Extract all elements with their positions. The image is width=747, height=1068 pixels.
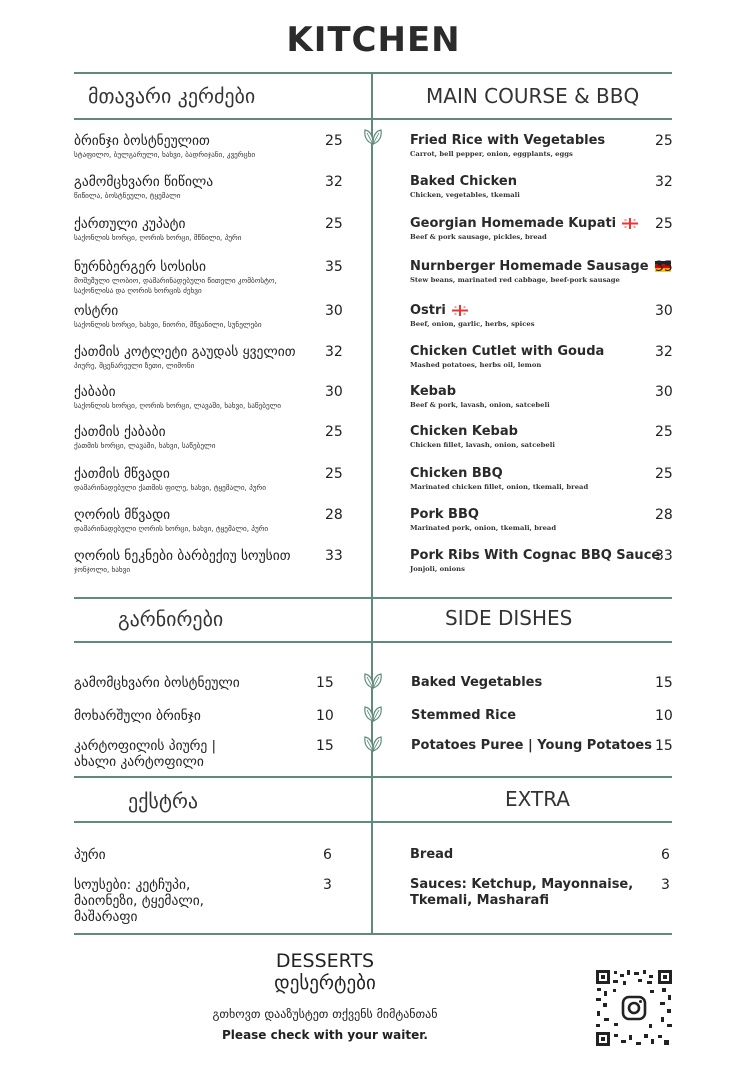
item-price: 30 — [325, 303, 343, 319]
item-price: 10 — [316, 708, 334, 724]
menu-item-en — [410, 303, 535, 329]
item-name: ქათმის კოტლეტი გაუდას ყველით — [74, 344, 296, 360]
item-name: Kebab — [410, 384, 457, 399]
item-price: 25 — [655, 133, 673, 149]
item-name: გამომცხვარი ბოსტნეული — [74, 675, 240, 691]
item-name: ქათმის ქაბაბი — [74, 424, 166, 440]
item-description: Chicken, vegetables, tkemali — [410, 191, 520, 199]
divider — [74, 597, 672, 599]
item-description: საქონლის ხორცი, ღორის ხორცი, ლავაში, ხახვი, საწებელი — [74, 401, 282, 410]
item-price: 32 — [325, 174, 343, 190]
item-description: საქონლის ხორცი, ღორის ხორცი, მწნილი, პური — [74, 233, 242, 242]
side-item-ka — [74, 708, 201, 724]
item-name: Sauces: Ketchup, Mayonnaise, — [410, 877, 634, 892]
extra-item-ka — [74, 847, 106, 863]
extra-item-en — [410, 847, 453, 863]
sides-heading-en: SIDE DISHES — [445, 606, 573, 630]
item-name-row — [410, 344, 604, 360]
item-description: Carrot, bell pepper, onion, eggplants, eggs — [410, 150, 573, 158]
item-name-row — [410, 303, 535, 319]
menu-item-ka — [74, 303, 262, 329]
item-description: Mashed potatoes, herbs oil, lemon — [410, 361, 542, 369]
menu-item-ka — [74, 466, 266, 492]
item-description: ჯონჯოლი, ხახვი — [74, 565, 131, 574]
divider — [74, 933, 672, 935]
desserts-heading-ka: დესერტები — [274, 972, 376, 994]
item-name: ღორის ნეკნები ბარბექიუ სოუსით — [74, 548, 291, 564]
item-description: Beef & pork, lavash, onion, satcebeli — [410, 401, 550, 409]
item-name: Stemmed Rice — [411, 708, 517, 723]
item-price: 15 — [655, 738, 673, 754]
item-price: 30 — [655, 303, 673, 319]
item-description: Marinated chicken fillet, onion, tkemali, bread — [410, 483, 589, 491]
item-description: ქათმის ხორცი, ლავაში, ხახვი, საწებელი — [74, 441, 216, 450]
item-price: 10 — [655, 708, 673, 724]
item-name-row — [410, 507, 556, 523]
item-price: 25 — [655, 466, 673, 482]
item-name: ღორის მწვადი — [74, 507, 171, 523]
item-price: 15 — [655, 675, 673, 691]
item-name: Chicken Kebab — [410, 424, 518, 439]
item-price: 30 — [655, 384, 673, 400]
sides-heading-ka: გარნირები — [118, 607, 224, 631]
desserts-heading-en: DESSERTS — [275, 950, 375, 972]
item-name-row — [410, 466, 588, 482]
extra-heading-en: EXTRA — [505, 787, 570, 811]
item-name-row — [410, 174, 520, 190]
item-name: Ostri — [410, 303, 446, 318]
menu-item-ka — [74, 507, 268, 533]
divider — [74, 776, 672, 778]
menu-item-en — [410, 344, 604, 370]
extra-item-en — [410, 877, 633, 909]
item-description: პიურე, მცენარეული ზეთი, ლიმონი — [74, 361, 195, 370]
main-heading-en: MAIN COURSE & BBQ — [426, 84, 640, 108]
menu-item-en — [410, 466, 588, 492]
item-name-row — [410, 384, 550, 400]
item-name: მაიონეზი, ტყემალი, — [74, 893, 204, 909]
menu-item-ka — [74, 384, 281, 410]
item-description: Beef, onion, garlic, herbs, spices — [410, 320, 535, 328]
item-name: პური — [74, 847, 106, 863]
item-description: საქონლისა და ღორის ხორცის ძეხვი — [74, 286, 202, 295]
item-price: 30 — [325, 384, 343, 400]
item-name: Tkemali, Masharafi — [410, 893, 549, 908]
menu-title: KITCHEN — [286, 20, 461, 60]
item-price: 15 — [316, 738, 334, 754]
menu-item-ka — [74, 344, 296, 370]
item-price: 6 — [661, 847, 670, 863]
divider — [74, 821, 672, 823]
item-name: Baked Chicken — [410, 174, 517, 189]
menu-item-en — [410, 507, 556, 533]
menu-item-ka — [74, 424, 215, 450]
item-name: Bread — [410, 847, 454, 862]
item-price: 3 — [661, 877, 670, 893]
item-price: 25 — [325, 424, 343, 440]
item-price: 25 — [325, 466, 343, 482]
item-name: ქაბაბი — [74, 384, 116, 400]
item-name-row — [410, 548, 660, 564]
side-item-en — [411, 675, 542, 691]
divider — [74, 72, 672, 74]
item-description: წიწილა, ბოსტნეული, ტყემალი — [74, 191, 181, 200]
side-item-ka — [74, 738, 216, 770]
column-divider — [371, 776, 373, 934]
menu-item-ka — [74, 259, 277, 295]
item-name: სოუსები: კეტჩუპი, — [74, 877, 191, 893]
side-item-en — [411, 738, 652, 754]
item-description: Chicken fillet, lavash, onion, satcebeli — [410, 441, 555, 449]
leaf-icon — [361, 126, 385, 146]
item-description: დამარინადებული ქათმის ფილე, ხახვი, ტყემალი, პური — [74, 483, 266, 492]
divider — [74, 118, 672, 120]
menu-item-en — [410, 424, 555, 450]
menu-item-ka — [74, 548, 291, 574]
item-name: Georgian Homemade Kupati — [410, 216, 617, 231]
item-name: ოსტრი — [74, 303, 119, 319]
divider — [74, 641, 672, 643]
item-name: Nurnberger Homemade Sausage — [410, 259, 649, 274]
column-divider — [371, 72, 373, 598]
side-item-en — [411, 708, 516, 724]
georgia-flag-icon — [622, 218, 638, 229]
item-name: Fried Rice with Vegetables — [410, 133, 606, 148]
item-name: გამომცხვარი წიწილა — [74, 174, 214, 190]
desserts-note-ka: გთხოვთ დააზუსტეთ თქვენს მიმტანთან — [212, 1007, 438, 1021]
menu-item-en — [410, 259, 671, 285]
item-price: 28 — [325, 507, 343, 523]
item-price: 32 — [655, 174, 673, 190]
extra-heading-ka: ექსტრა — [128, 789, 199, 813]
leaf-icon — [361, 703, 385, 723]
menu-item-en — [410, 548, 660, 574]
item-name: ქათმის მწვადი — [74, 466, 170, 482]
item-description: საქონლის ხორცი, ხახვი, ნიორი, მწვანილი, სუნელები — [74, 320, 262, 329]
menu-item-en — [410, 133, 605, 159]
menu-item-ka — [74, 216, 241, 242]
item-price: 33 — [325, 548, 343, 564]
item-description: Jonjoli, onions — [410, 565, 465, 573]
item-price: 32 — [655, 344, 673, 360]
item-name: Potatoes Puree | Young Potatoes — [411, 738, 652, 753]
leaf-icon — [361, 670, 385, 690]
qr-code-icon[interactable] — [594, 968, 674, 1048]
item-price: 25 — [325, 216, 343, 232]
item-name-row — [410, 259, 671, 275]
item-description: სტაფილო, ბულგარული, ხახვი, ბადრიჯანი, კვერცხი — [74, 150, 256, 159]
item-name-row — [410, 424, 555, 440]
main-heading-ka: მთავარი კერძები — [88, 84, 256, 108]
item-price: 25 — [655, 216, 673, 232]
item-name: Baked Vegetables — [411, 675, 543, 690]
item-price: 25 — [325, 133, 343, 149]
item-name: კარტოფილის პიურე | — [74, 738, 217, 754]
item-description: Marinated pork, onion, tkemali, bread — [410, 524, 557, 532]
menu-item-ka — [74, 133, 255, 159]
item-name: მაშარაფი — [74, 909, 138, 925]
leaf-icon — [361, 733, 385, 753]
item-name: ნურნბერგერ სოსისი — [74, 259, 206, 275]
extra-item-ka — [74, 877, 204, 925]
menu-item-en — [410, 174, 520, 200]
menu-item-en — [410, 384, 550, 410]
item-price: 3 — [323, 877, 332, 893]
item-price: 35 — [655, 259, 673, 275]
item-name-row — [410, 133, 605, 149]
item-description: მოშუშული ლობიო, დამარინადებული წითელი კომბოსტო, — [74, 276, 277, 285]
item-name: Pork Ribs With Cognac BBQ Sauce — [410, 548, 661, 563]
item-price: 25 — [655, 424, 673, 440]
item-name: მოხარშული ბრინჯი — [74, 708, 201, 724]
item-name: Chicken BBQ — [410, 466, 503, 481]
item-name: Pork BBQ — [410, 507, 479, 522]
menu-item-en — [410, 216, 638, 242]
item-description: Stew beans, marinated red cabbage, beef-pork sausage — [410, 276, 620, 284]
item-price: 33 — [655, 548, 673, 564]
item-price: 28 — [655, 507, 673, 523]
item-description: Beef & pork sausage, pickles, bread — [410, 233, 547, 241]
item-name: ქართული კუპატი — [74, 216, 186, 232]
item-price: 15 — [316, 675, 334, 691]
item-price: 32 — [325, 344, 343, 360]
item-name: Chicken Cutlet with Gouda — [410, 344, 605, 359]
side-item-ka — [74, 675, 240, 691]
item-description: დამარინადებული ღორის ხორცი, ხახვი, ტყემალი, პური — [74, 524, 269, 533]
georgia-flag-icon — [452, 305, 468, 316]
item-name: ბრინჯი ბოსტნეულით — [74, 133, 210, 149]
desserts-note-en: Please check with your waiter. — [222, 1028, 428, 1042]
item-name-row — [410, 216, 638, 232]
item-name: ახალი კარტოფილი — [74, 754, 204, 770]
item-price: 35 — [325, 259, 343, 275]
item-price: 6 — [323, 847, 332, 863]
menu-item-ka — [74, 174, 213, 200]
